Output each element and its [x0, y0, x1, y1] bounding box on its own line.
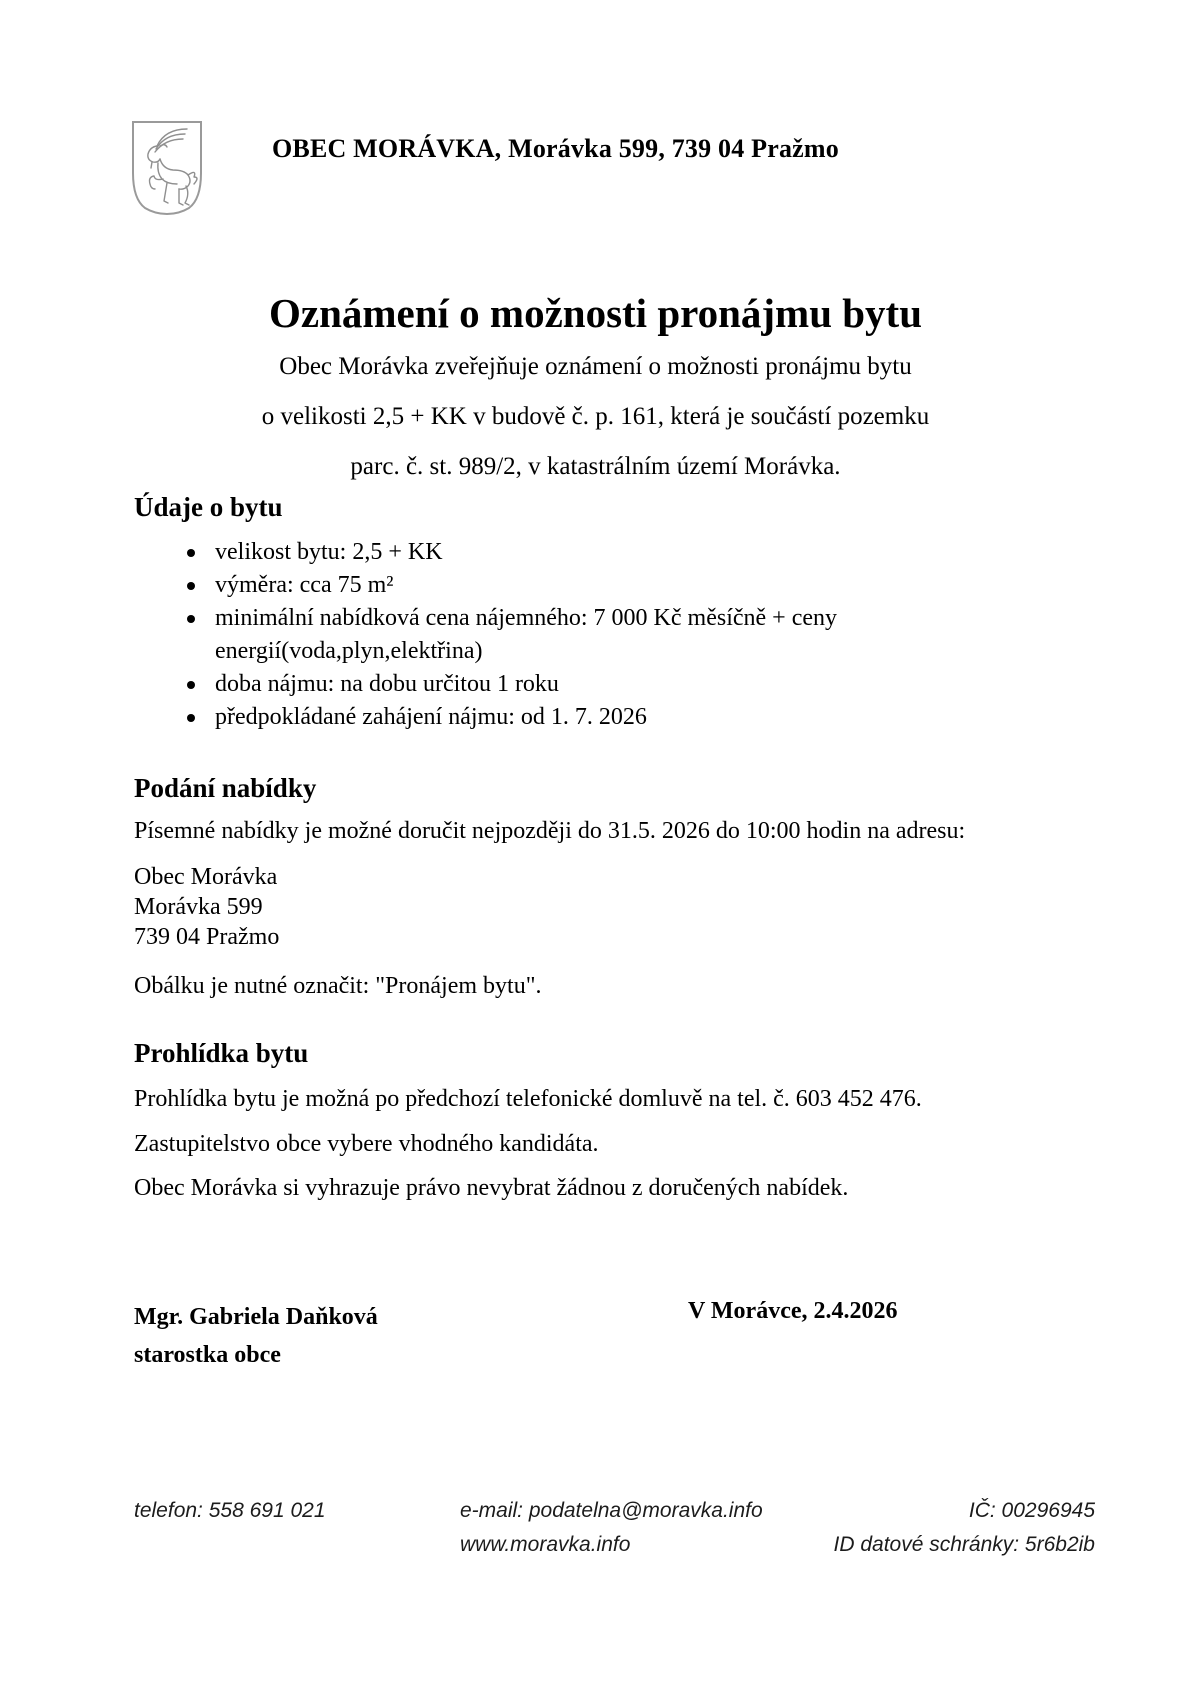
list-item: předpokládané zahájení nájmu: od 1. 7. 2026: [134, 701, 879, 734]
intro-line-2: o velikosti 2,5 + KK v budově č. p. 161, která je součástí pozemku: [261, 403, 930, 430]
viewing-paragraph: Prohlídka bytu je možná po předchozí telefonické domluvě na tel. č. 603 452 476.: [134, 1086, 922, 1112]
list-item: výměra: cca 75 m²: [134, 569, 879, 602]
signature-block: [134, 1298, 378, 1374]
org-header-line: OBEC MORÁVKA, Morávka 599, 739 04 Pražmo: [272, 134, 839, 163]
envelope-note: Obálku je nutné označit: "Pronájem bytu".: [134, 973, 542, 999]
footer-website: www.moravka.info: [460, 1533, 631, 1556]
intro-line-1: Obec Morávka zveřejňuje oznámení o možnosti pronájmu bytu: [279, 353, 912, 380]
footer-ic: IČ: 00296945: [968, 1499, 1095, 1522]
list-item: doba nájmu: na dobu určitou 1 roku: [134, 668, 879, 701]
section-heading-prohlidka: Prohlídka bytu: [134, 1038, 309, 1068]
flat-details-list: [134, 536, 879, 734]
intro-paragraph: [0, 342, 1191, 492]
page-title: Oznámení o možnosti pronájmu bytu: [268, 290, 923, 336]
intro-line-3: parc. č. st. 989/2, v katastrálním území Morávka.: [350, 453, 841, 480]
signature-name: Mgr. Gabriela Daňková: [134, 1304, 378, 1330]
signature-role: starostka obce: [134, 1342, 281, 1368]
coat-of-arms-goat-icon: [127, 119, 207, 216]
list-item: velikost bytu: 2,5 + KK: [134, 536, 879, 569]
section-heading-podani: Podání nabídky: [134, 773, 317, 803]
footer-databox: ID datové schránky: 5r6b2ib: [833, 1533, 1095, 1556]
footer-ids: [834, 1494, 1095, 1562]
footer-phone: telefon: 558 691 021: [134, 1499, 326, 1522]
place-and-date: V Morávce, 2.4.2026: [688, 1298, 898, 1324]
reservation-paragraph: Obec Morávka si vyhrazuje právo nevybrat žádnou z doručených nabídek.: [134, 1175, 849, 1201]
section-heading-udaje: Údaje o bytu: [134, 492, 283, 522]
footer-email: e-mail: podatelna@moravka.info: [460, 1499, 763, 1522]
address-line-3: 739 04 Pražmo: [134, 924, 280, 950]
selection-paragraph: Zastupitelstvo obce vybere vhodného kandidáta.: [134, 1131, 599, 1157]
address-block: [134, 862, 279, 952]
address-line-2: Morávka 599: [134, 894, 263, 920]
footer-contact: [460, 1494, 763, 1562]
submission-paragraph: Písemné nabídky je možné doručit nejpozději do 31.5. 2026 do 10:00 hodin na adresu:: [134, 818, 966, 844]
list-item: minimální nabídková cena nájemného: 7 000 Kč měsíčně + ceny energií(voda,plyn,elektřina): [134, 602, 879, 668]
address-line-1: Obec Morávka: [134, 864, 278, 890]
